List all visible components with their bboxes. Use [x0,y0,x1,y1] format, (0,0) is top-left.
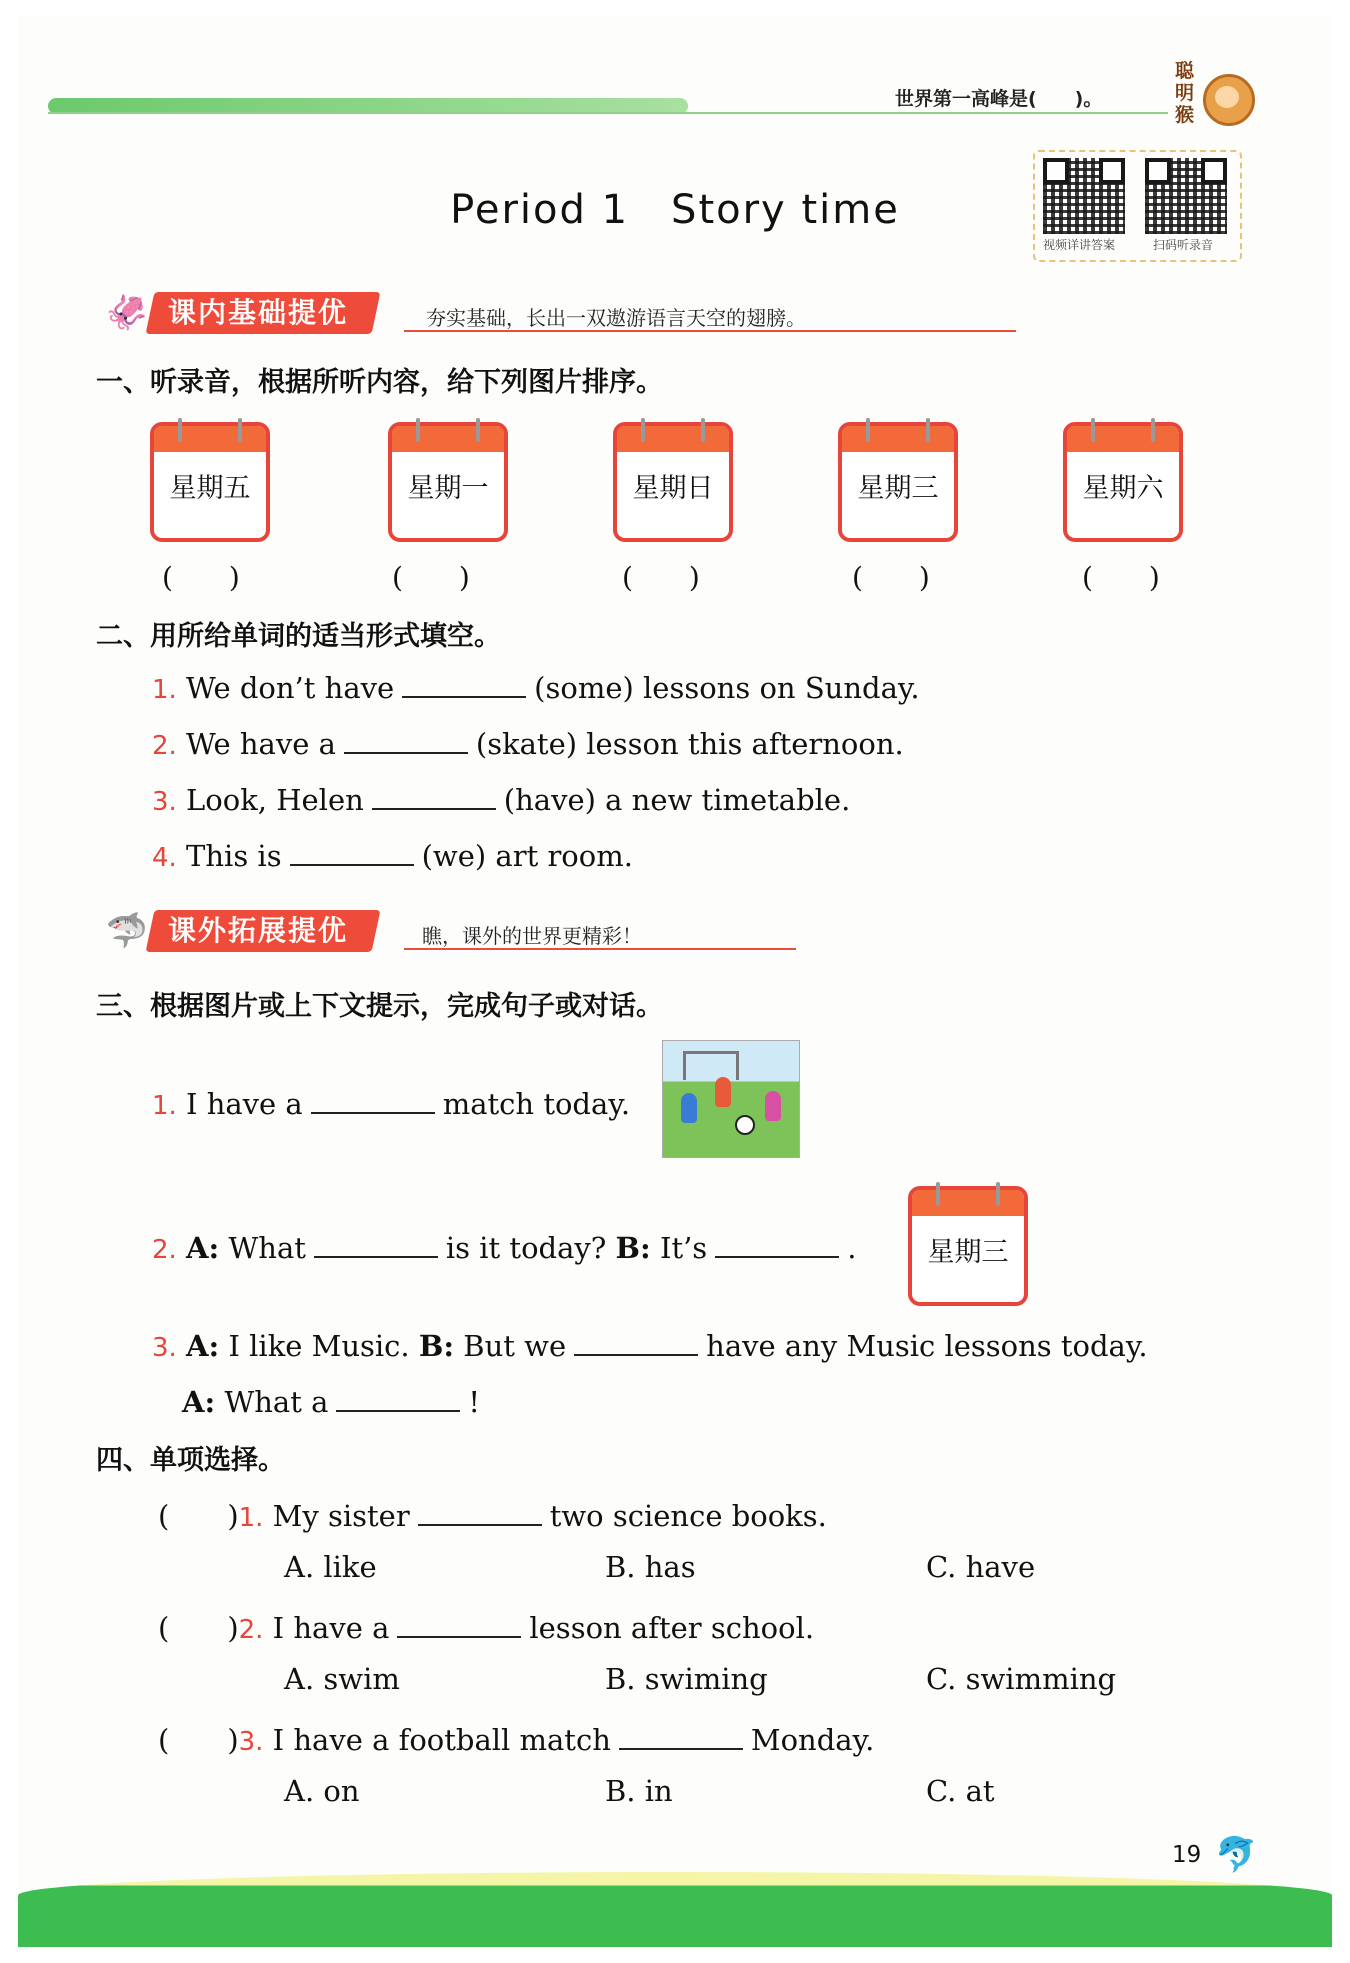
item-text: What a [224,1385,329,1419]
goal-icon [683,1051,739,1080]
option-b[interactable]: B. swiming [605,1662,768,1696]
option-c[interactable]: C. swimming [926,1662,1117,1696]
shark-icon: 🦈 [105,911,149,951]
calendar-label: 星期五 [169,473,251,504]
qr-caption-audio: 扫码听录音 [1153,238,1214,252]
item-text: My sister [272,1499,410,1533]
speaker-b: B: [418,1329,455,1363]
fill-blank[interactable] [397,1608,521,1638]
fill-blank[interactable] [336,1382,460,1412]
child-figure [681,1093,697,1123]
q3-item-3 [152,1326,1148,1363]
banner-tag: 课内基础提优 [146,292,381,334]
fill-blank[interactable] [372,780,496,810]
calendar-card [388,422,508,542]
item-text: It’s [659,1231,708,1265]
q3-item-1 [152,1084,630,1121]
q1-heading: 一、听录音，根据所听内容，给下列图片排序。 [96,367,663,398]
item-number: 1. [152,1091,177,1121]
fill-blank[interactable] [619,1720,743,1750]
header-question: 世界第一高峰是( )。 [895,88,1103,110]
answer-paren[interactable]: ( ) [1082,561,1160,594]
item-text: I have a [186,1087,303,1121]
item-number: 1. [152,675,177,705]
item-number: 2. [238,1615,264,1645]
header-line [48,112,1168,114]
item-text: We have a [186,727,336,761]
qr-code-audio[interactable] [1145,158,1227,234]
fill-blank[interactable] [314,1228,438,1258]
fill-blank[interactable] [418,1496,542,1526]
monkey-face [1215,86,1239,108]
banner-motto: 瞧，课外的世界更精彩！ [422,924,642,948]
item-text: ! [468,1385,481,1419]
calendar-label: 星期三 [857,473,939,504]
answer-paren[interactable]: ( ) [852,561,930,594]
q2-item [152,668,920,705]
banner-underline [404,330,1016,332]
item-text: is it today? [445,1231,607,1265]
answer-paren[interactable]: ( ) [162,561,240,594]
answer-paren[interactable]: ( ) [158,1723,239,1757]
item-number: 4. [152,843,177,873]
fill-blank[interactable] [574,1326,698,1356]
banner-tag: 课外拓展提优 [146,910,381,952]
item-text: (some) lessons on Sunday. [534,671,920,705]
dolphin-icon: 🐬 [1215,1835,1258,1875]
item-number: 3. [238,1727,264,1757]
calendar-card [150,422,270,542]
option-a[interactable]: A. on [284,1774,360,1808]
banner-out-class [104,906,824,956]
q4-heading: 四、单项选择。 [96,1445,285,1476]
item-text: match today. [442,1087,631,1121]
item-text: lesson after school. [529,1611,815,1645]
banner-motto: 夯实基础，长出一双遨游语言天空的翅膀。 [426,306,806,330]
option-b[interactable]: B. in [605,1774,673,1808]
calendar-label: 星期三 [927,1237,1009,1268]
item-text: Look, Helen [186,783,364,817]
child-figure [715,1077,731,1107]
fill-blank[interactable] [290,836,414,866]
item-text: But we [463,1329,567,1363]
q3-item-2 [152,1228,856,1265]
item-text: . [847,1231,857,1265]
speaker-a: A: [186,1231,220,1265]
option-b[interactable]: B. has [605,1550,696,1584]
calendar-label: 星期一 [407,473,489,504]
speaker-a: A: [186,1329,220,1363]
qr-caption-answers: 视频详讲答案 [1043,238,1116,252]
item-number: 1. [238,1503,264,1533]
item-text: (we) art room. [421,839,633,873]
banner-in-class [104,288,924,338]
option-a[interactable]: A. like [284,1550,377,1584]
football-photo [662,1040,800,1158]
brand-text: 聪明猴 [1175,60,1195,126]
q2-heading: 二、用所给单词的适当形式填空。 [96,621,501,652]
q3-item-3-reply [182,1382,480,1419]
item-text: have any Music lessons today. [706,1329,1148,1363]
squid-icon: 🦑 [105,293,149,333]
q2-item [152,836,633,873]
option-c[interactable]: C. have [926,1550,1036,1584]
item-text: This is [186,839,282,873]
calendar-card [613,422,733,542]
item-number: 3. [152,787,177,817]
item-text: two science books. [549,1499,827,1533]
calendar-card [838,422,958,542]
page-title: Period 1 Story time [450,187,900,233]
q4-item [158,1718,874,1759]
item-text: (have) a new timetable. [503,783,851,817]
child-figure [765,1091,781,1121]
answer-paren[interactable]: ( ) [622,561,700,594]
item-text: I like Music. [228,1329,410,1363]
fill-blank[interactable] [715,1228,839,1258]
calendar-label: 星期日 [632,473,714,504]
fill-blank[interactable] [344,724,468,754]
qr-code-answers[interactable] [1043,158,1125,234]
calendar-card [1063,422,1183,542]
q2-item [152,724,904,761]
fill-blank[interactable] [311,1084,435,1114]
qr-panel [1033,150,1242,262]
brand-logo [1175,60,1255,130]
q2-item [152,780,850,817]
speaker-b: B: [615,1231,651,1265]
q4-item [158,1494,827,1535]
item-text: I have a football match [272,1723,611,1757]
q4-item [158,1606,814,1647]
item-text: We don’t have [186,671,395,705]
option-c[interactable]: C. at [926,1774,995,1808]
speaker-a: A: [182,1385,216,1419]
answer-paren[interactable]: ( ) [158,1611,239,1645]
item-number: 2. [152,1235,177,1265]
answer-paren[interactable]: ( ) [392,561,470,594]
page-number: 19 [1172,1842,1202,1868]
footer-band [18,1872,1332,1947]
q3-heading: 三、根据图片或上下文提示，完成句子或对话。 [96,991,663,1022]
answer-paren[interactable]: ( ) [158,1499,239,1533]
calendar-label: 星期六 [1082,473,1164,504]
item-text: (skate) lesson this afternoon. [475,727,904,761]
item-number: 3. [152,1333,177,1363]
item-number: 2. [152,731,177,761]
item-text: What [228,1231,306,1265]
option-a[interactable]: A. swim [284,1662,400,1696]
fill-blank[interactable] [402,668,526,698]
item-text: Monday. [750,1723,875,1757]
item-text: I have a [272,1611,390,1645]
banner-underline [404,948,796,950]
calendar-card [908,1186,1028,1306]
ball-icon [735,1115,755,1135]
